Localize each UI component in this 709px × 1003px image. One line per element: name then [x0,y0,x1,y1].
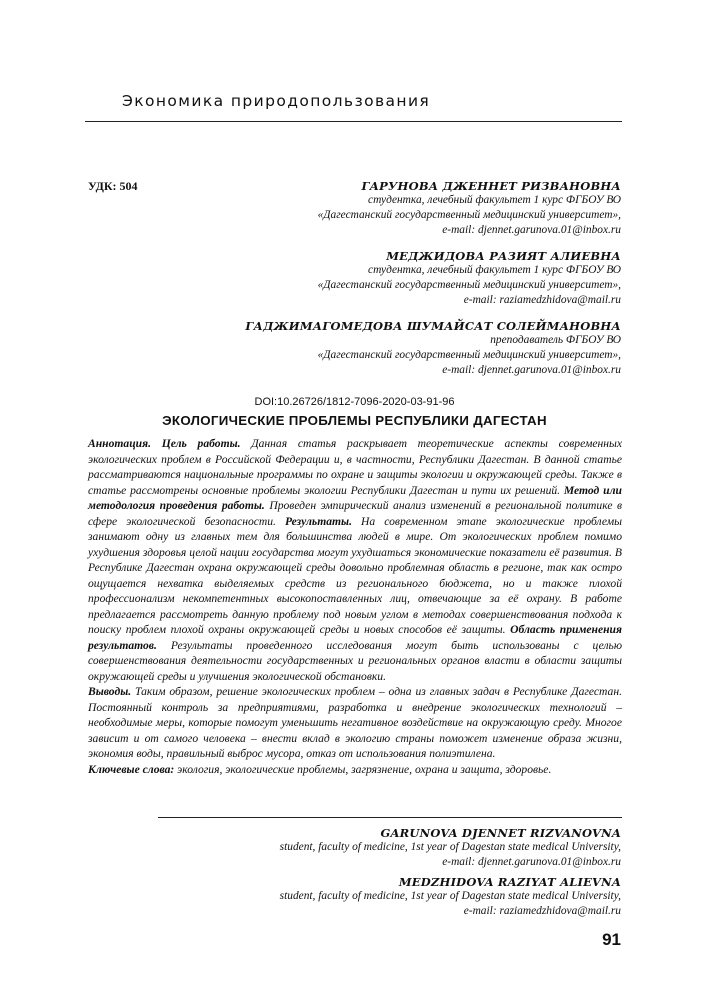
author-name-en: GARUNOVA DJENNET RIZVANOVNA [380,826,621,840]
results-label: Результаты. [285,514,352,528]
doi: DOI:10.26726/1812-7096-2020-03-91-96 [254,396,455,408]
author-block-3 [245,319,621,378]
author-en-block-2 [280,875,621,919]
author-email: e-mail: djennet.garunova.01@inbox.ru [442,224,621,236]
author-email: e-mail: raziamedzhidova@mail.ru [463,294,621,306]
goal-text: Данная статья раскрывает теоретические аспекты современных экологических проблем в Российской Федерации и, в частности, Республики Дагестан. В данной статье рассматриваются национальные программы по охране и защиты экологии и окружающей среды. Также в статье рассмотрены основные проблемы экологии Республики Дагестан и пути их решений. [88,437,622,497]
author-affiliation-en: student, faculty of medicine, 1st year of Dagestan state medical University, [279,841,621,853]
author-university: «Дагестанский государственный медицинский университет», [317,349,621,361]
application-text: Результаты проведенного исследования могут быть использованы с целью совершенствования деятельности государственных и региональных органов власти в области защиты окружающей среды и улучшения экологической обстановки. [88,638,622,683]
section-header: Экономика природопользования [122,92,431,110]
conclusions-text: Таким образом, решение экологических проблем – одна из главных задач в Республике Дагестан. Постоянный контроль за предприятиями, разработка и внедрение экологических технологий – необходимые меры, которые помогут уменьшить негативное воздействие на окружающую среду. Многое зависит и от самого человека – внести вклад в экологию страны поможет изменение образа жизни, экономия воды, правильный выброс мусора, отказ от использования полиэтилена. [88,685,622,760]
header-rule [85,121,622,122]
author-email: e-mail: djennet.garunova.01@inbox.ru [442,364,621,376]
author-name: ГАДЖИМАГОМЕДОВА ШУМАЙСАТ СОЛЕЙМАНОВНА [245,319,621,333]
page-number: 91 [602,930,621,949]
goal-label: Цель работы. [161,437,241,450]
method-text: Проведен эмпирический анализ изменений в региональной политике в сфере экологической безопасности. [88,499,623,528]
keywords-paragraph [88,762,622,778]
author-email-en: e-mail: djennet.garunova.01@inbox.ru [442,856,621,868]
results-text: На современном этапе экологические проблемы занимают одну из главных тем для большинства людей в мире. От экологических проблем помимо ухудшения здоровья целой нации государства могут ухудшаться экономические показатели её развития. В Республике Дагестан охрана окружающей среды довольно проблемная область в регионе, так как остро ощущается нехватка выделяемых средств из регионального бюджета, но и также плохой профессионализм некомпетентных высокопоставленных лиц, отвечающие за её охрану. В работе предлагается рассмотреть данную проблему под новым углом в методах совершенствования подхода к поиску проблем плохой охраны окружающей среды и новых способов её защиты. [88,514,622,636]
abstract [88,436,622,777]
section-divider [158,817,622,818]
author-affiliation-en: student, faculty of medicine, 1st year of Dagestan state medical University, [279,890,621,902]
keywords-text: экология, экологические проблемы, загрязнение, охрана и защита, здоровье. [174,762,552,776]
author-position: преподаватель ФГБОУ ВО [490,334,621,346]
author-block-2 [318,249,621,308]
author-position: студентка, лечебный факультет 1 курс ФГБОУ ВО [368,194,621,206]
author-block-1 [318,179,621,238]
author-email-en: e-mail: raziamedzhidova@mail.ru [463,905,621,917]
author-name-en: MEDZHIDOVA RAZIYAT ALIEVNA [398,875,621,889]
method-label: Метод или методология проведения работы. [88,483,622,512]
author-name: МЕДЖИДОВА РАЗИЯТ АЛИЕВНА [386,249,621,263]
annotation-label: Аннотация. [88,437,151,450]
author-name: ГАРУНОВА ДЖЕННЕТ РИЗВАНОВНА [361,179,621,193]
author-position: студентка, лечебный факультет 1 курс ФГБОУ ВО [368,264,621,276]
application-label: Область применения результатов. [88,623,622,652]
conclusions-label: Выводы. [88,685,132,698]
author-university: «Дагестанский государственный медицинский университет», [317,279,621,291]
article-title: ЭКОЛОГИЧЕСКИЕ ПРОБЛЕМЫ РЕСПУБЛИКИ ДАГЕСТАН [162,413,547,428]
udk-code: УДК: 504 [88,179,138,193]
author-university: «Дагестанский государственный медицинский университет», [317,209,621,221]
keywords-label: Ключевые слова: [88,762,175,776]
abstract-paragraph [88,436,622,684]
conclusions-paragraph [88,684,622,762]
author-en-block-1 [280,826,621,870]
